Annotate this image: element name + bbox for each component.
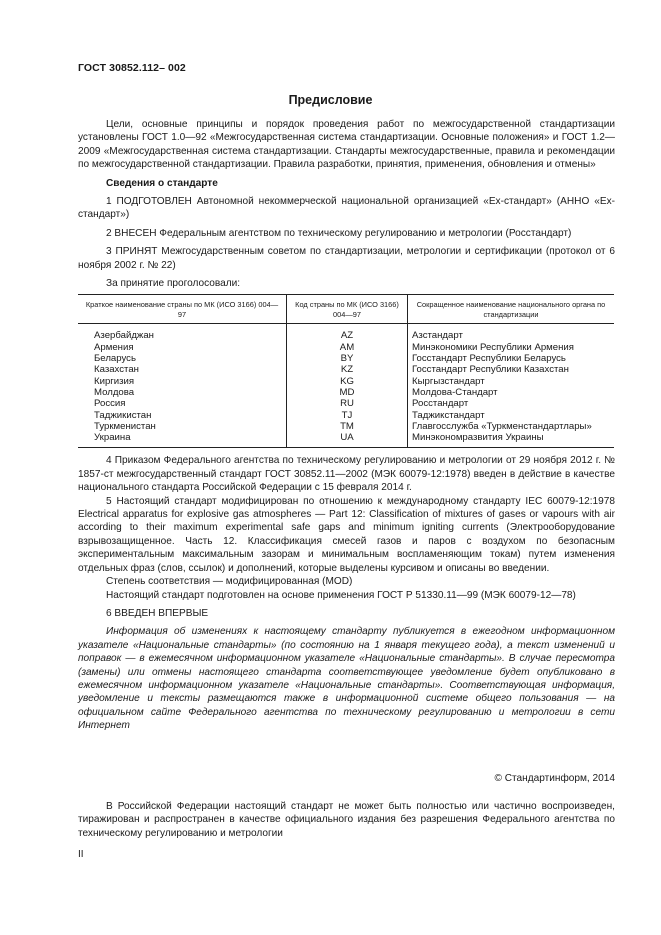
based-on-note: Настоящий стандарт подготовлен на основе применения ГОСТ Р 51330.11—99 (МЭК 60079-12—78) xyxy=(106,589,576,601)
table-row xyxy=(78,353,614,364)
organ-cell: Минэкономики Республики Армения xyxy=(408,342,615,353)
country-cell: Таджикистан xyxy=(94,409,152,421)
table-row xyxy=(78,342,614,353)
organ-cell: Азстандарт xyxy=(408,324,615,342)
code-cell: AM xyxy=(287,342,408,353)
reproduction-notice xyxy=(78,800,615,840)
section-heading: Сведения о стандарте xyxy=(106,177,218,189)
copyright: © Стандартинформ, 2014 xyxy=(494,773,615,784)
table-row xyxy=(78,376,614,387)
column-header-organ: Сокращенное наименование национального органа по стандартизации xyxy=(408,295,615,324)
code-cell: UA xyxy=(287,432,408,448)
organ-cell: Госстандарт Республики Беларусь xyxy=(408,353,615,364)
column-header-country: Краткое наименование страны по МК (ИСО 3166) 004— 97 xyxy=(78,295,287,324)
country-cell: Украина xyxy=(78,432,287,448)
voted-label: За принятие проголосовали: xyxy=(106,278,241,290)
item-6: 6 ВВЕДЕН ВПЕРВЫЕ xyxy=(106,607,209,619)
code-cell: MD xyxy=(287,387,408,398)
code-cell: TJ xyxy=(287,410,408,421)
code-cell: BY xyxy=(287,353,408,364)
organ-cell: Минэкономразвития Украины xyxy=(408,432,615,448)
page-title: Предисловие xyxy=(288,93,373,107)
country-cell: Азербайджан xyxy=(94,330,154,342)
conformity-degree: Степень соответствия — модифицированная (MOD) xyxy=(106,576,353,588)
document-body xyxy=(78,118,615,733)
code-cell: KG xyxy=(287,376,408,387)
item-2: 2 ВНЕСЕН Федеральным агентством по техническому регулированию и метрологии (Росстандарт) xyxy=(106,227,572,239)
item-4: 4 Приказом Федерального агентства по техническому регулированию и метрологии от 29 ноября 2012 г. № 1857-ст межгосударственный стандарт ГОСТ 30852.11—2002 (МЭК 60079-12:1978) введен в действие в качестве национального стандарта Российской Федерации с 15 февраля 2014 г. xyxy=(78,455,615,494)
table-row xyxy=(78,364,614,375)
item-3: 3 ПРИНЯТ Межгосударственным советом по стандартизации, метрологии и сертификации (протокол от 6 ноября 2002 г. № 22) xyxy=(78,246,615,271)
country-cell: Молдова xyxy=(94,386,135,398)
country-cell: Киргизия xyxy=(94,375,135,387)
country-cell: Казахстан xyxy=(94,364,139,376)
item-1: 1 ПОДГОТОВЛЕН Автономной некоммерческой национальной организацией «Ех-стандарт» (АННО «Ех-стандарт») xyxy=(78,196,615,221)
country-cell: Армения xyxy=(94,341,134,353)
organ-cell: Росстандарт xyxy=(408,398,615,409)
table-row xyxy=(78,432,614,448)
item-5: 5 Настоящий стандарт модифицирован по отношению к международному стандарту IEC 60079-12:1978 Electrical apparatus for explosive gas atmospheres — Part 12: Classification of mixtures of gases or vapours with air according to their maximum experimental safe gaps and minimum igniting currents (Электрооборудование взрывозащищенное. Часть 12. Классификация смесей газов и паров с воздухом по безопасным экспериментальным максимальным зазорам и минимальным воспламеняющим токам) путем изменения отдельных фраз (слов, ссылок) и дополнений, которые выделены курсивом и описаны во введении. xyxy=(78,495,615,574)
country-cell: Россия xyxy=(94,398,126,410)
table-row xyxy=(78,387,614,398)
intro-paragraph: Цели, основные принципы и порядок проведения работ по межгосударственной стандартизации установлены ГОСТ 1.0—92 «Межгосударственная система стандартизации. Основные положения» и ГОСТ 1.2—2009 «Межгосударственная система стандартизации. Стандарты межгосударственные, правила и рекомендации по межгосударственной стандартизации. Правила разработки, принятия, применения, обновления и отмены» xyxy=(78,119,615,171)
organ-cell: Кыргызстандарт xyxy=(408,376,615,387)
table-header-row xyxy=(78,295,614,324)
country-cell: Туркменистан xyxy=(94,420,156,432)
reproduction-notice-text: В Российской Федерации настоящий стандарт не может быть полностью или частично воспроизведен, тиражирован и распространен в качестве официального издания без разрешения Федерального агентства по техническому регулированию и метрологии xyxy=(78,801,615,839)
organ-cell: Госстандарт Республики Казахстан xyxy=(408,364,615,375)
organ-cell: Таджикстандарт xyxy=(408,410,615,421)
table-row xyxy=(78,410,614,421)
country-cell: Беларусь xyxy=(94,353,136,365)
code-cell: TM xyxy=(287,421,408,432)
countries-table xyxy=(78,294,614,448)
column-header-code: Код страны по МК (ИСО 3166) 004—97 xyxy=(287,295,408,324)
table-row xyxy=(78,324,614,342)
organ-cell: Молдова-Стандарт xyxy=(408,387,615,398)
code-cell: AZ xyxy=(287,324,408,342)
changes-info-note: Информация об изменениях к настоящему стандарту публикуется в ежегодном информационном указателе «Национальные стандарты» (по состоянию на 1 января текущего года), а текст изменений и поправок — в ежемесячном информационном указателе «Национальные стандарты». В случае пересмотра (замены) или отмены настоящего стандарта соответствующее уведомление будет опубликовано в ежемесячном информационном указателе «Национальные стандарты». Соответствующая информация, уведомление и тексты размещаются также в информационной системе общего пользования — на официальном сайте Федерального агентства по техническому регулированию и метрологии в сети Интернет xyxy=(78,626,615,732)
organ-cell: Главгосслужба «Туркменстандартлары» xyxy=(408,421,615,432)
table-row xyxy=(78,421,614,432)
code-cell: KZ xyxy=(287,364,408,375)
table-row xyxy=(78,398,614,409)
page-number: II xyxy=(78,849,84,860)
document-header: ГОСТ 30852.112– 002 xyxy=(78,62,186,74)
code-cell: RU xyxy=(287,398,408,409)
